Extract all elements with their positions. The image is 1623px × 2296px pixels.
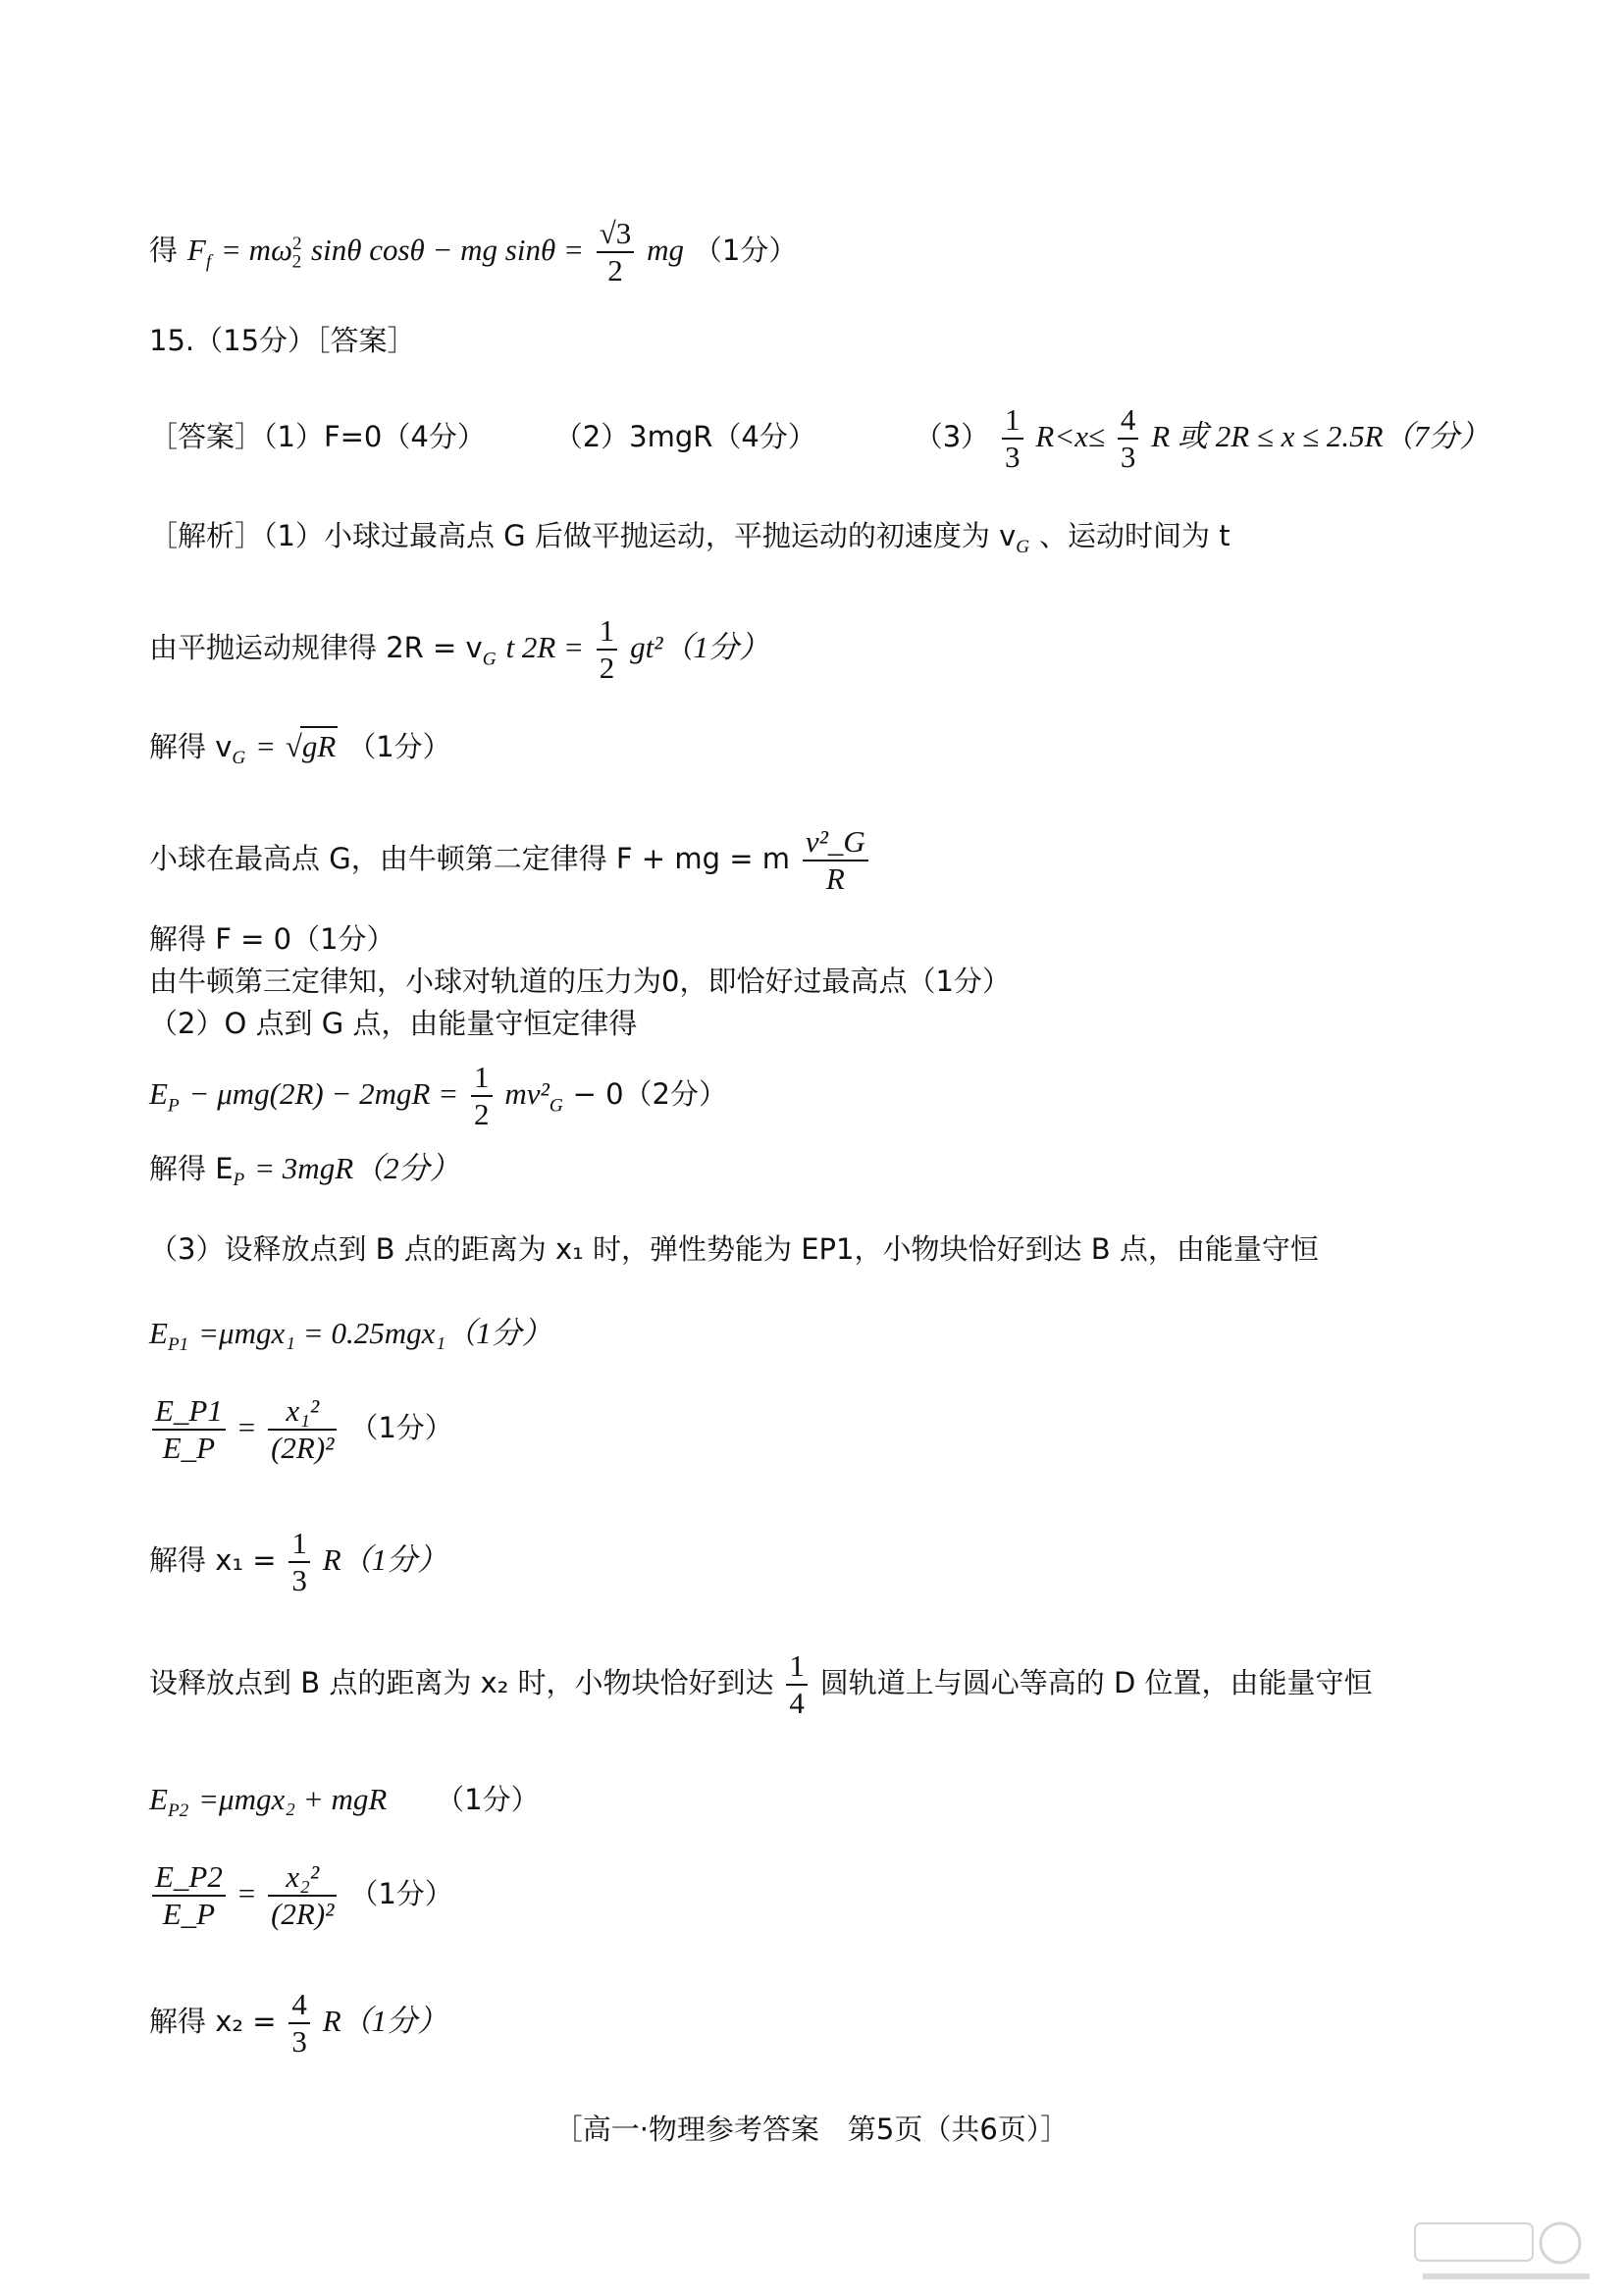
math-var: E	[149, 1782, 168, 1816]
math-sub: G	[549, 1095, 563, 1117]
fraction	[597, 216, 635, 287]
equation-text: 解得 x₁ =	[149, 1543, 277, 1578]
fraction	[152, 1393, 226, 1465]
fraction	[152, 1859, 226, 1931]
fraction-denominator: 2	[599, 650, 615, 685]
fraction-denominator: E_P	[162, 1430, 216, 1465]
explanation-text: 圆轨道上与圆心等高的 D 位置，由能量守恒	[819, 1666, 1373, 1700]
fraction-denominator: (2R)²	[271, 1896, 335, 1931]
math-expr: sinθ cosθ − mg sinθ =	[311, 233, 584, 268]
equation-line	[149, 613, 769, 685]
math-sub: f	[205, 251, 212, 273]
math-expr: R<x≤	[1035, 419, 1106, 454]
fraction-numerator: x₂²	[268, 1859, 337, 1897]
fraction-denominator: 3	[1120, 439, 1136, 474]
fraction-denominator: 2	[607, 252, 623, 287]
score-note: − 0（2分）	[572, 1077, 727, 1112]
equation-line	[149, 1781, 540, 1822]
math-var: E	[149, 1316, 168, 1350]
math-sub: P1	[167, 1334, 189, 1356]
fraction	[471, 1060, 493, 1131]
math-expr: = mω	[221, 233, 292, 268]
answer-part-2: （2）3mgR（4分）	[553, 420, 816, 454]
equation-line	[149, 1526, 447, 1597]
fraction	[597, 613, 618, 685]
math-sub: P	[167, 1095, 180, 1117]
score-note: （1分）	[436, 1783, 540, 1816]
math-expr: R（1分）	[322, 1542, 448, 1578]
explanation-line: （3）设释放点到 B 点的距离为 x₁ 时，弹性势能为 EP1，小物块恰好到达 B 点，由能量守恒	[149, 1232, 1319, 1266]
fraction-numerator: 4	[288, 1987, 310, 2024]
answer-part-1: ［答案］（1）F=0（4分）	[149, 420, 486, 454]
fraction-denominator: R	[825, 861, 845, 896]
math-expr: mg	[647, 233, 685, 268]
fraction-numerator: E_P1	[152, 1393, 226, 1431]
equation-text: 解得 v	[149, 730, 233, 763]
math-expr: gt²（1分）	[630, 630, 770, 665]
fraction-numerator: E_P2	[152, 1859, 226, 1897]
score-note: （1分）	[347, 730, 451, 763]
equation-text: 解得 E	[149, 1152, 234, 1185]
fraction-numerator: 1	[597, 613, 618, 651]
fraction-numerator: √3	[597, 216, 635, 253]
fraction-numerator: 1	[471, 1060, 493, 1097]
fraction-denominator: 2	[474, 1096, 490, 1131]
math-expr: R 或 2R ≤ x ≤ 2.5R（7分）	[1151, 419, 1491, 454]
page-footer: ［高一·物理参考答案 第5页（共6页）］	[553, 2113, 1070, 2146]
fraction-denominator: 4	[789, 1685, 805, 1720]
math-expr: =	[255, 729, 277, 763]
explanation-line	[149, 1648, 1373, 1720]
fraction	[1118, 402, 1139, 474]
equation-line	[149, 1987, 447, 2059]
question-heading: 15.（15分）［答案］	[149, 324, 416, 357]
fraction	[288, 1526, 310, 1597]
explanation-line: 由牛顿第三定律知，小球对轨道的压力为0，即恰好过最高点（1分）	[149, 965, 1011, 998]
math-sub: 2	[291, 251, 302, 273]
watermark-logo	[1413, 2219, 1599, 2288]
equation-line	[149, 1150, 460, 1191]
math-expr: =μmgx₂ + mgR	[198, 1782, 388, 1816]
fraction-denominator: 3	[291, 1562, 307, 1597]
fraction	[1002, 402, 1023, 474]
equation-line	[149, 1060, 727, 1131]
math-sup: 2	[291, 233, 302, 254]
fraction	[803, 824, 868, 896]
fraction	[268, 1859, 337, 1931]
answer-line	[149, 402, 1490, 474]
text-prefix: 得	[149, 234, 179, 268]
math-expr: − μmg(2R) − 2mgR =	[188, 1076, 459, 1112]
equation-line	[149, 1393, 453, 1465]
math-expr: =	[237, 1876, 256, 1911]
fraction	[268, 1393, 337, 1465]
equation-line: 解得 $v_G = √gR$ （1分）	[149, 726, 451, 769]
analysis-text: 、运动时间为 t	[1038, 519, 1230, 552]
fraction-denominator: (2R)²	[271, 1430, 335, 1465]
fraction	[786, 1648, 808, 1720]
score-note: （1分）	[693, 234, 798, 268]
math-expr: t 2R =	[505, 630, 584, 665]
fraction-numerator: 4	[1118, 402, 1139, 440]
math-sub: P2	[167, 1800, 189, 1822]
score-note: （1分）	[349, 1411, 453, 1445]
fraction-numerator: 1	[1002, 402, 1023, 440]
fraction-denominator: 3	[1005, 439, 1021, 474]
math-sub: P	[233, 1170, 245, 1191]
math-sub: G	[1016, 537, 1030, 558]
equation-text: 由平抛运动规律得 2R = v	[149, 631, 483, 665]
equation-line	[149, 1315, 552, 1356]
explanation-text: 设释放点到 B 点的距离为 x₂ 时，小物块恰好到达	[149, 1666, 774, 1700]
analysis-text: ［解析］（1）小球过最高点 G 后做平抛运动，平抛运动的初速度为 v	[149, 519, 1017, 552]
math-sub: G	[482, 649, 497, 670]
math-expr: =μmgx₁ = 0.25mgx₁（1分）	[198, 1316, 552, 1350]
fraction-numerator: 1	[288, 1526, 310, 1563]
sqrt-radicand: gR	[300, 726, 338, 764]
math-sub: G	[232, 748, 246, 769]
fraction-denominator: E_P	[162, 1896, 216, 1931]
explanation-line: （2）O 点到 G 点，由能量守恒定律得	[149, 1007, 638, 1040]
answer-part-3-label: （3）	[914, 420, 990, 454]
math-expr: mv²	[504, 1076, 550, 1112]
fraction-numerator: x₁²	[268, 1393, 337, 1431]
equation-text: 解得 x₂ =	[149, 2005, 277, 2039]
fraction-numerator: 1	[786, 1648, 808, 1686]
equation-line: 解得 F = 0（1分）	[149, 922, 395, 956]
analysis-line	[149, 518, 1230, 558]
equation-line	[149, 1859, 453, 1931]
fraction-denominator: 3	[291, 2023, 307, 2059]
math-var: F	[186, 233, 206, 268]
score-note: （1分）	[349, 1877, 453, 1911]
math-expr: =	[237, 1410, 256, 1445]
math-expr: R（1分）	[322, 2004, 448, 2039]
math-var: E	[149, 1076, 168, 1112]
fraction	[288, 1987, 310, 2059]
equation-line	[149, 824, 871, 896]
math-expr: = 3mgR（2分）	[254, 1151, 460, 1185]
equation-line-1	[149, 216, 797, 287]
equation-text: 小球在最高点 G，由牛顿第二定律得 F + mg = m	[149, 842, 790, 876]
fraction-numerator: v²_G	[803, 824, 868, 861]
